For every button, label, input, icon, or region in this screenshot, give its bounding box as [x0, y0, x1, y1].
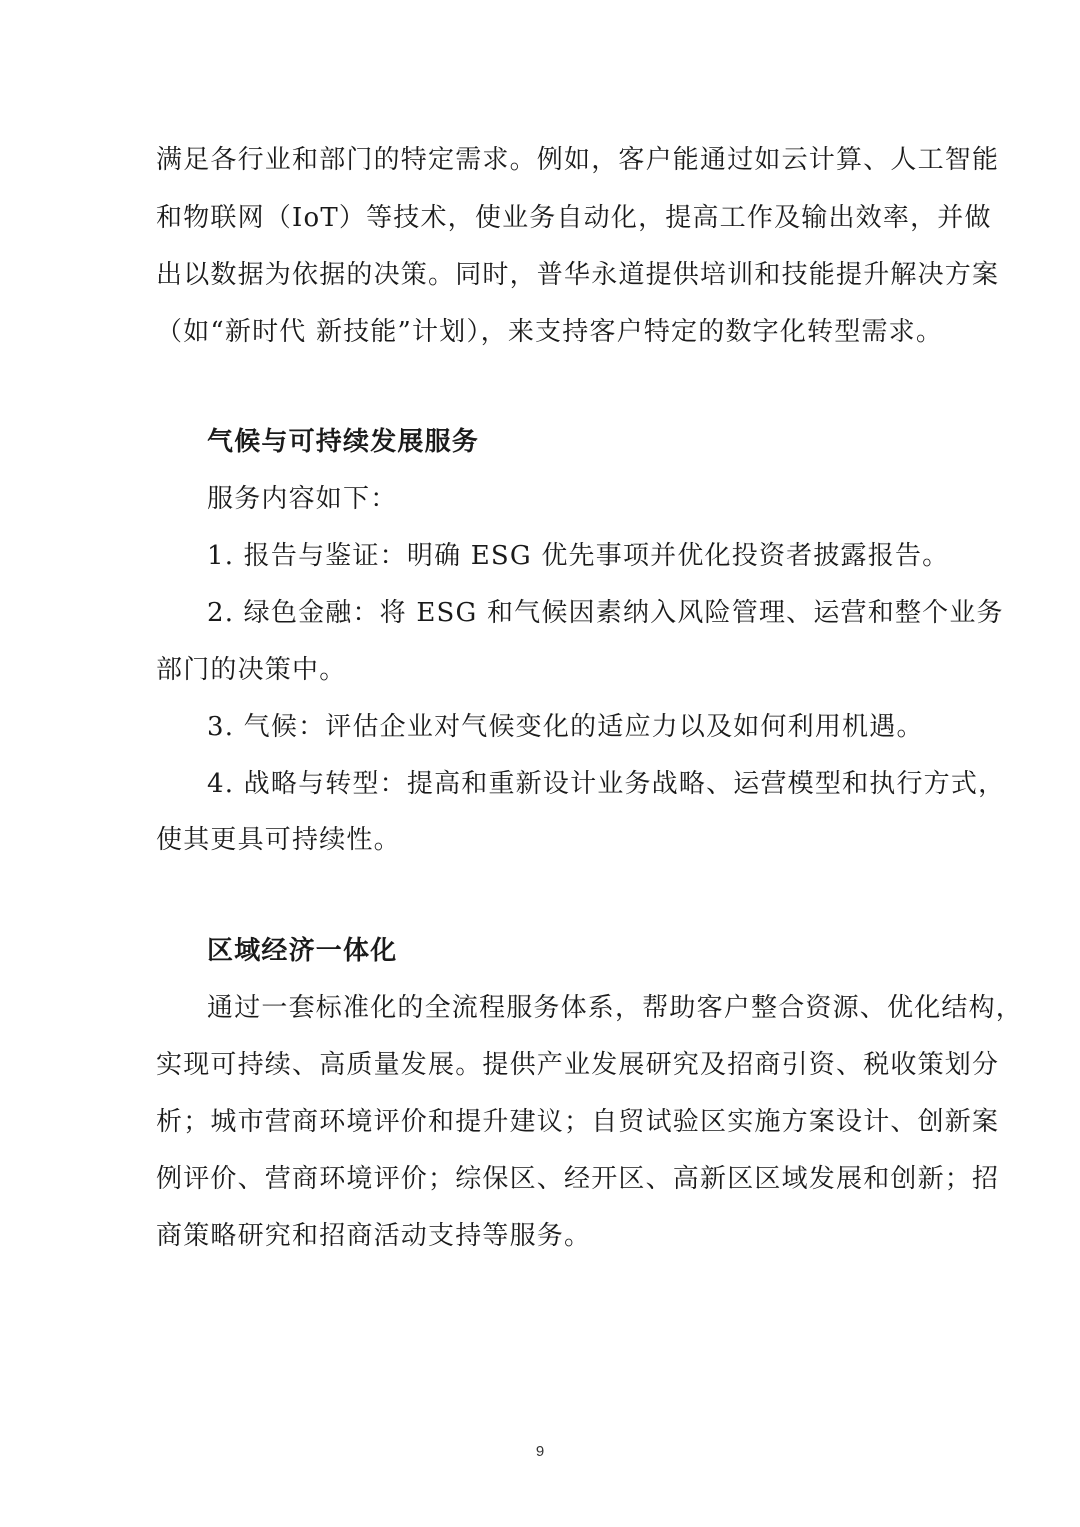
paragraph-line: 出以数据为依据的决策。同时，普华永道提供培训和技能提升解决方案 — [156, 260, 1000, 290]
list-item-4-continued: 使其更具可持续性。 — [156, 825, 401, 855]
paragraph-line: 满足各行业和部门的特定需求。例如，客户能通过如云计算、人工智能 — [156, 145, 1000, 175]
list-item-2-continued: 部门的决策中。 — [156, 655, 347, 685]
list-item-3: 3. 气候：评估企业对气候变化的适应力以及如何利用机遇。 — [207, 712, 924, 742]
list-item-2: 2. 绿色金融：将 ESG 和气候因素纳入风险管理、运营和整个业务 — [207, 598, 1004, 628]
paragraph-line: 通过一套标准化的全流程服务体系，帮助客户整合资源、优化结构， — [207, 993, 1024, 1023]
paragraph-line: 例评价、营商环境评价；综保区、经开区、高新区区域发展和创新；招 — [156, 1164, 1000, 1194]
paragraph-line: 和物联网（IoT）等技术，使业务自动化，提高工作及输出效率，并做 — [156, 203, 992, 233]
section-heading-regional: 区域经济一体化 — [207, 936, 398, 966]
paragraph-line: 商策略研究和招商活动支持等服务。 — [156, 1221, 592, 1251]
paragraph-line: 析；城市营商环境评价和提升建议；自贸试验区实施方案设计、创新案 — [156, 1107, 1000, 1137]
page-number: 9 — [535, 1443, 545, 1460]
section-heading-climate: 气候与可持续发展服务 — [207, 427, 480, 457]
list-item-4: 4. 战略与转型：提高和重新设计业务战略、运营模型和执行方式， — [207, 769, 1006, 799]
list-item-1: 1. 报告与鉴证：明确 ESG 优先事项并优化投资者披露报告。 — [207, 541, 950, 571]
section-lead: 服务内容如下： — [207, 484, 398, 514]
paragraph-line: （如“新时代 新技能”计划），来支持客户特定的数字化转型需求。 — [156, 317, 944, 347]
paragraph-line: 实现可持续、高质量发展。提供产业发展研究及招商引资、税收策划分 — [156, 1050, 1000, 1080]
